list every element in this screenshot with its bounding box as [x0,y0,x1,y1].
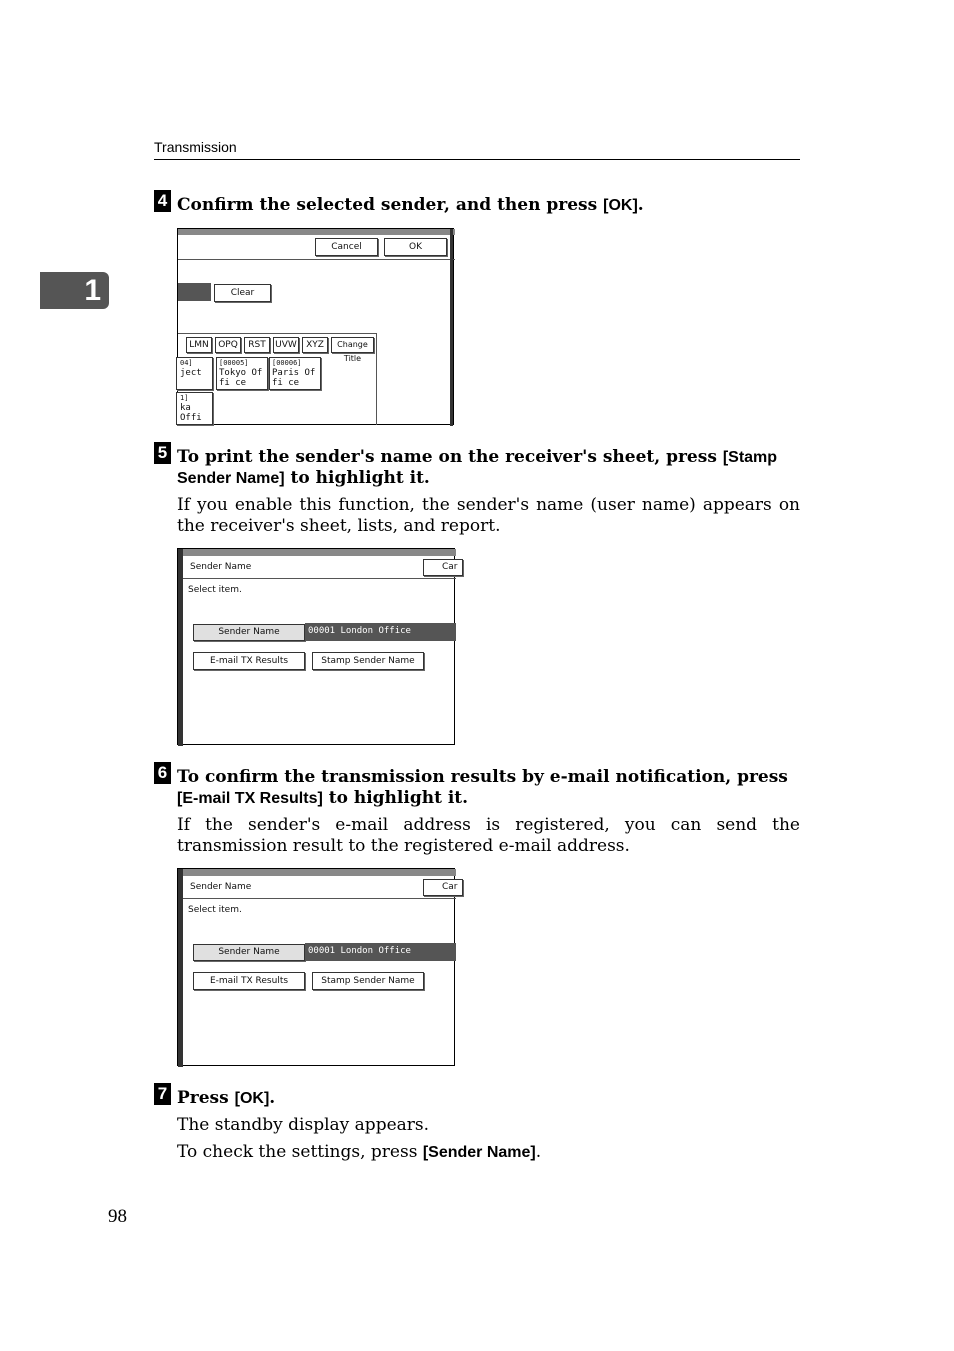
header-rule [154,159,800,160]
tab-opq[interactable]: OPQ [215,337,241,353]
tab-xyz[interactable]: XYZ [302,337,328,353]
step-instruction: To print the sender's name on the receiver's sheet, press [Stamp Sender Name] to highlight it. [177,447,778,488]
cancel-button[interactable]: Car [423,879,463,896]
screen-title: Sender Name [190,882,252,892]
email-tx-results-button[interactable]: E-mail TX Results [193,652,305,670]
step-description: To check the settings, press [Sender Name]. [177,1142,542,1162]
stamp-sender-name-button[interactable]: Stamp Sender Name [312,652,424,670]
select-item-prompt: Select item. [188,905,242,915]
change-title-button[interactable]: Change Title [331,337,374,353]
screen-sender-selection [177,228,454,425]
running-header: Transmission [154,139,237,155]
screen-sender-name-email [177,868,458,1066]
step-number: 6 [154,762,171,784]
step-number: 7 [154,1083,171,1105]
clear-button[interactable]: Clear [214,284,271,302]
sender-entry[interactable]: 04] ject [176,357,213,390]
select-item-prompt: Select item. [188,585,242,595]
step-instruction: Press [OK]. [177,1088,276,1108]
step-instruction: To confirm the transmission results by e-mail notification, press [E-mail TX Results] to highlight it. [177,767,788,808]
sender-entry[interactable]: 1] ka Offi [176,392,213,425]
ok-button[interactable]: OK [384,238,447,256]
step-description: If the sender's e-mail address is registered, you can send the transmission result to the registered e-mail address. [177,815,800,856]
screen-title: Sender Name [190,562,252,572]
cancel-button[interactable]: Cancel [315,238,378,256]
sender-name-button[interactable]: Sender Name [193,944,305,961]
tab-uvw[interactable]: UVW [273,337,299,353]
screen-sender-name-stamp [177,548,458,745]
step-number: 5 [154,442,171,464]
sender-name-button[interactable]: Sender Name [193,624,305,641]
sender-entry-tokyo[interactable]: [00005] Tokyo Offi ce [216,357,268,390]
step-instruction: Confirm the selected sender, and then press [OK]. [177,195,644,215]
cancel-button[interactable]: Car [423,559,463,576]
sender-entry-paris[interactable]: [00006] Paris Offi ce [269,357,321,390]
stamp-sender-name-button[interactable]: Stamp Sender Name [312,972,424,990]
sender-value: 00001 London Office [308,946,411,956]
tab-lmn[interactable]: LMN [186,337,212,353]
chapter-tab: 1 [40,272,109,309]
step-description: If you enable this function, the sender's name (user name) appears on the receiver's sheet, lists, and report. [177,495,800,536]
email-tx-results-button[interactable]: E-mail TX Results [193,972,305,990]
tab-rst[interactable]: RST [244,337,270,353]
page-number: 98 [108,1206,127,1227]
selected-sender-field [178,283,211,301]
step-number: 4 [154,190,171,212]
step-description: The standby display appears. [177,1115,430,1135]
sender-value: 00001 London Office [308,626,411,636]
